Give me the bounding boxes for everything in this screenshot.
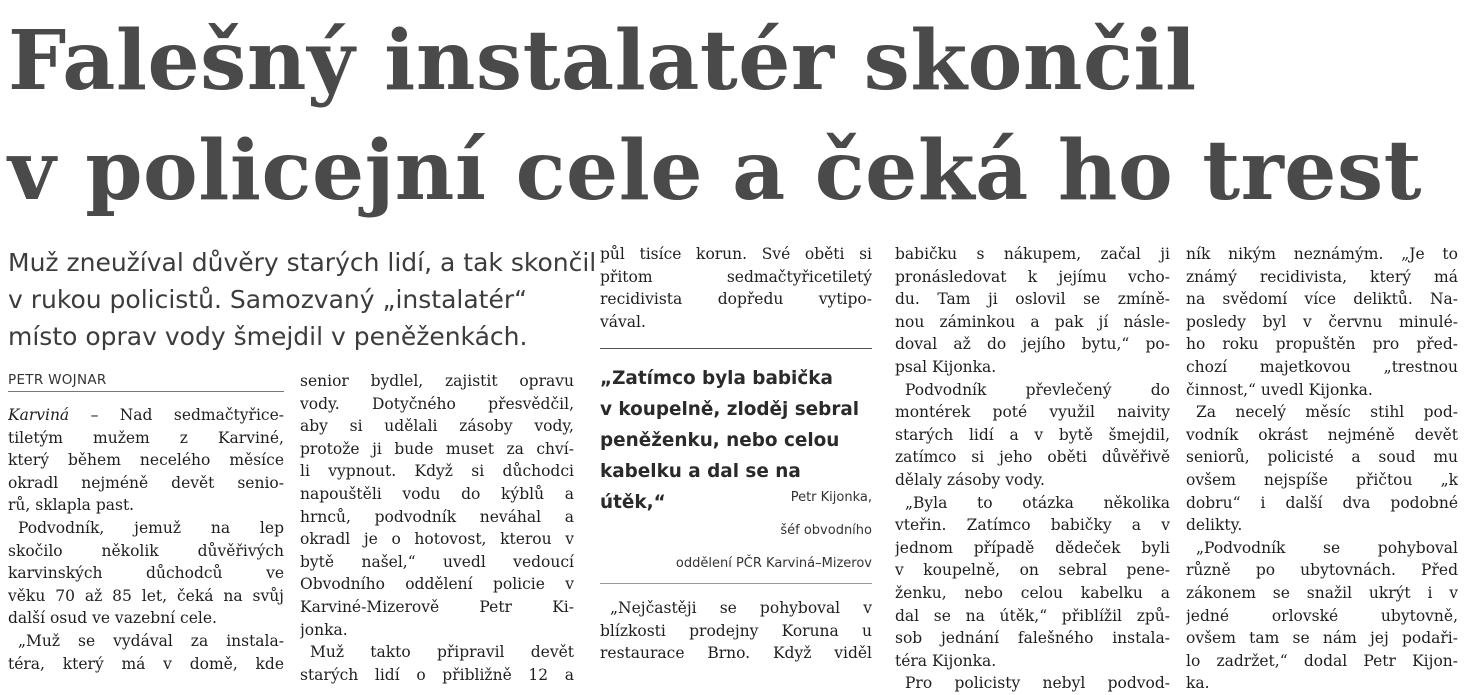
article-column-2 <box>300 370 574 686</box>
column-line: chozí majetkovou „trestnou <box>1186 357 1458 376</box>
column-line: li vypnout. Když si důchodci <box>300 462 574 481</box>
column-line: věku 70 až 85 let, čeká na svůj <box>8 586 284 605</box>
column-line: Podvodník, jemuž na lep <box>18 518 284 537</box>
column-line: „Muž se vydával za instala- <box>18 631 284 650</box>
column-line: činnost,“ uvedl Kijonka. <box>1186 380 1373 399</box>
lead-line: místo oprav vody šmejdil v peněženkách. <box>8 322 528 351</box>
quote-source-title: šéf obvodního <box>780 523 872 538</box>
column-line: doval až do jejího bytu,“ po- <box>895 335 1170 354</box>
column-line: „Podvodník se pohyboval <box>1196 538 1458 557</box>
column-line: jednom případě dědeček byli <box>895 538 1170 557</box>
column-line: bytě našel,“ uvedl vedoucí <box>300 552 574 571</box>
column-line: du. Tam ji oslovil se zmíně- <box>895 290 1170 309</box>
column-line: jonka. <box>300 620 348 639</box>
headline-line-2: v policejní cele a čeká ho trest <box>8 123 1423 219</box>
column-line: senior bydlel, zajistit opravu <box>300 372 574 390</box>
column-line: starých lidí a v bytě šmejdil, <box>895 425 1170 444</box>
column-line: tiletým mužem z Karviné, <box>8 428 284 447</box>
article-column-1 <box>8 404 284 675</box>
lead-line: v rukou policistů. Samozvaný „instalatér“ <box>8 285 528 314</box>
dateline: Karviná <box>8 406 70 424</box>
pull-quote-line: kabelku a dal se na <box>600 461 801 482</box>
column-line: další osud ve vazební cele. <box>8 609 217 628</box>
pull-quote-line: peněženku, nebo celou <box>600 430 840 451</box>
column-line: vody. Dotyčného přesvědčil, <box>300 394 574 413</box>
column-line: posledy byl v červnu minulé- <box>1186 312 1458 331</box>
column-line: dobru“ i další dva podobné <box>1186 493 1458 512</box>
column-line: dal se na útěk,“ přiblížil způ- <box>895 606 1170 625</box>
column-line: zákonem se snažil ukrýt i v <box>1186 583 1458 602</box>
column-line: v koupelně, on sebral pene- <box>895 561 1170 580</box>
column-line: okradl je o hotovost, kterou v <box>300 530 574 549</box>
column-line: hrnců, podvodník neváhal a <box>300 507 574 526</box>
column-line: psal Kijonka. <box>895 357 997 376</box>
column-line: přitom sedmačtyřicetiletý <box>600 267 872 286</box>
author-byline: PETR WOJNAR <box>8 372 284 392</box>
lead-line: Muž zneužíval důvěry starých lidí, a tak skončil <box>8 248 597 277</box>
column-line: jedné orlovské ubytovně, <box>1186 606 1458 625</box>
column-line: půl tisíce korun. Své oběti si <box>600 245 872 263</box>
column-line: zatímco si jeho oběti důvěřivě <box>895 448 1170 467</box>
column-line: restaurace Brno. Když viděl <box>600 644 872 663</box>
quote-bottom-rule <box>600 583 872 584</box>
column-line: na svědomí více deliktů. Na- <box>1186 290 1458 309</box>
column-line: vteřin. Zatímco babičky a v <box>895 516 1170 535</box>
article-column-4 <box>895 243 1170 695</box>
column-line: ho roku propuštěn pro před- <box>1186 335 1458 354</box>
column-line: známý recidivista, který má <box>1186 267 1458 286</box>
column-line: montérek poté využil naivity <box>895 403 1170 422</box>
pull-quote-line: v koupelně, zloděj sebral <box>600 399 860 420</box>
column-line: „Nejčastěji se pohyboval v <box>610 599 872 617</box>
column-line: recidivista dopředu vytipo- <box>600 290 872 309</box>
column-line: okradl nejméně devět senio- <box>8 473 284 492</box>
column-line: lo zadržet,“ dodal Petr Kijon- <box>1186 651 1458 670</box>
column-line: Za necelý měsíc stihl pod- <box>1196 403 1458 422</box>
column-line: nou záminkou a pak jí násle- <box>895 312 1170 331</box>
column-line: který během necelého měsíce <box>8 451 284 470</box>
column-line: babičku s nákupem, začal ji <box>895 245 1170 263</box>
quote-source-department: oddělení PČR Karviná–Mizerov <box>675 556 872 571</box>
quote-top-rule <box>600 348 872 349</box>
column-line: ovšem nejspíše přičtou „k <box>1186 470 1458 489</box>
column-line: pronásledovat k jejímu vcho- <box>895 267 1170 286</box>
column-line: ovšem tam se nám jej podaři- <box>1186 629 1458 648</box>
pull-quote-line: „Zatímco byla babička <box>600 368 833 389</box>
column-line: ka. <box>1186 674 1210 693</box>
column-line: ženku, nebo celou kabelku a <box>895 583 1170 602</box>
column-line: různě po ubytovnách. Před <box>1186 561 1458 580</box>
column-line: skočilo několik důvěřivých <box>8 541 284 560</box>
column-line: karvinských důchodců ve <box>8 564 284 583</box>
column-line: seniorů, policisté a soud mu <box>1186 448 1458 467</box>
column-line: Karviné-Mizerově Petr Ki- <box>300 597 574 616</box>
column-line: Muž takto připravil devět <box>310 643 574 662</box>
article-column-5 <box>1186 243 1458 695</box>
column-line: Podvodník převlečený do <box>905 380 1170 399</box>
column-line: starých lidí o přibližně 12 a <box>300 665 574 684</box>
lead-paragraph <box>8 244 597 355</box>
column-line: téra, který má v domě, kde <box>8 654 284 673</box>
column-line: protože ji bude muset za chví- <box>300 439 574 458</box>
column-line: dělaly zásoby vody. <box>895 470 1045 489</box>
article-column-3-top <box>600 243 872 333</box>
column-line: vával. <box>600 312 646 331</box>
pull-quote-line: útěk,“ <box>600 492 666 513</box>
article-column-3-bottom <box>600 597 872 665</box>
column-line: aby si udělali zásoby vody, <box>300 417 574 436</box>
column-line <box>8 404 284 427</box>
column-line: Pro policisty nebyl podvod- <box>905 674 1170 693</box>
column-line: ník nikým neznámým. „Je to <box>1186 245 1458 263</box>
quote-source-name: Petr Kijonka, <box>790 490 872 505</box>
headline-line-1: Falešný instalatér skončil <box>8 13 1197 109</box>
column-line: Obvodního oddělení policie v <box>300 575 574 594</box>
dateline-text: – Nad sedmačtyřice- <box>69 406 284 424</box>
column-line: „Byla to otázka několika <box>905 493 1170 512</box>
column-line: blízkosti prodejny Koruna u <box>600 621 872 640</box>
column-line: napouštěli vodu do kýblů a <box>300 484 574 503</box>
column-line: delikty. <box>1186 516 1243 535</box>
column-line: vodník okrást nejméně devět <box>1186 425 1458 444</box>
column-line: sob jednání falešného instala- <box>895 629 1170 648</box>
column-line: téra Kijonka. <box>895 651 997 670</box>
column-line: rů, sklapla past. <box>8 496 135 515</box>
